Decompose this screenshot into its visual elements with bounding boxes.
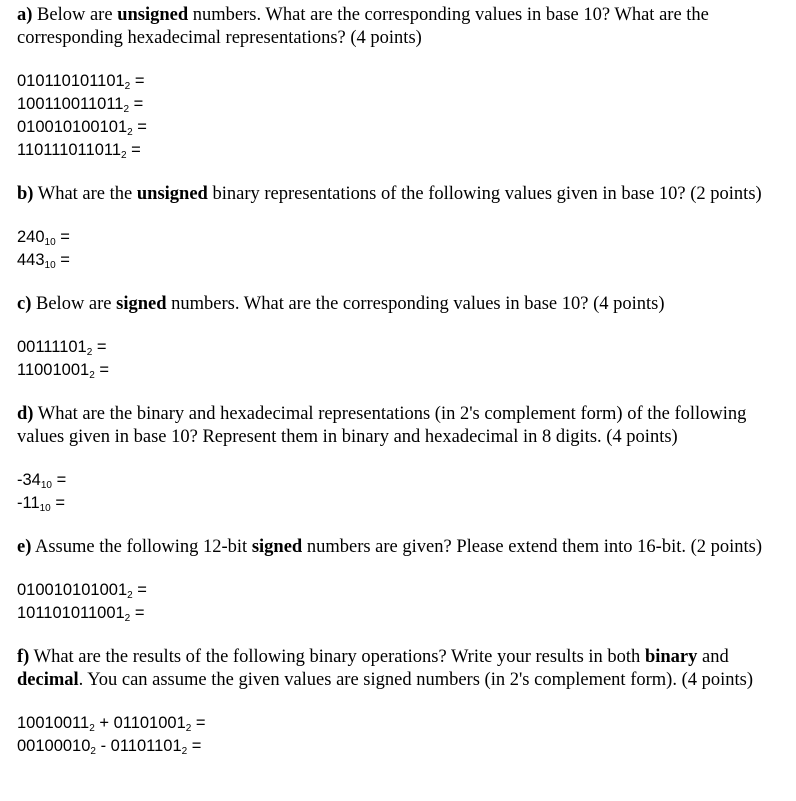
question-a-label: a) [17, 5, 33, 25]
question-c-emphasis: signed [116, 294, 167, 314]
question-b-label: b) [17, 184, 34, 204]
question-f-text-pre: What are the results of the following binary operations? Write your results in both [29, 647, 645, 667]
list-item: $010010100101_2$ = [17, 118, 147, 138]
list-item: $240_{10}$ = [17, 228, 70, 248]
list-item: $100110011011_2$ = [17, 95, 144, 115]
operation-item: $00100010_2 - 01101101_2$ = [17, 737, 202, 757]
question-b-text-pre: What are the [33, 184, 137, 204]
question-a [17, 0, 789, 50]
question-e-emphasis: signed [251, 537, 303, 557]
question-d-text: What are the binary and hexadecimal representations (in 2's complement form) of the following values given in base 10? Represent them in binary and hexadecimal in 8 digits. (4 points) [17, 404, 747, 447]
question-c-label: c) [17, 294, 32, 314]
list-item: $-34_{10}$ = [17, 471, 67, 491]
question-c-text-pre: Below are [31, 294, 117, 314]
list-item: $00111101_2$ = [17, 338, 107, 358]
question-d [17, 399, 789, 449]
question-b-items [17, 226, 789, 272]
list-item: $101101011001_2$ = [17, 604, 145, 624]
question-c-items [17, 336, 789, 382]
list-item: $443_{10}$ = [17, 251, 70, 271]
question-d-label: d) [17, 404, 34, 424]
question-f-emphasis-decimal: decimal [17, 670, 79, 690]
list-item: $110111011011_2$ = [17, 141, 141, 161]
question-a-emphasis: unsigned [117, 5, 189, 25]
list-item: $010010101001_2$ = [17, 581, 147, 601]
question-f [17, 642, 789, 692]
question-e-text-post: numbers are given? Please extend them into 16-bit. (2 points) [302, 537, 763, 557]
list-item: $-11_{10}$ = [17, 494, 65, 514]
question-b-emphasis: unsigned [136, 184, 208, 204]
question-c [17, 289, 789, 316]
question-e-label: e) [17, 537, 32, 557]
question-e [17, 532, 789, 559]
question-f-text-post: . You can assume the given values are signed numbers (in 2's complement form). (4 points) [78, 670, 753, 690]
question-e-items [17, 579, 789, 625]
question-d-items [17, 469, 789, 515]
question-b-text-post: binary representations of the following values given in base 10? (2 points) [207, 184, 762, 204]
question-f-label: f) [17, 647, 30, 667]
question-c-text-post: numbers. What are the corresponding values in base 10? (4 points) [166, 294, 665, 314]
question-a-text-post: numbers. What are the corresponding values in base 10? What are the corresponding hexadecimal representations? (4 points) [17, 5, 709, 48]
list-item: $010110101101_2$ = [17, 72, 145, 92]
worksheet [17, 0, 789, 758]
question-f-text-mid: and [697, 647, 729, 667]
question-e-text-pre: Assume the following 12-bit [31, 537, 252, 557]
question-f-items [17, 712, 789, 758]
question-a-text-pre: Below are [32, 5, 118, 25]
question-a-items [17, 70, 789, 162]
operation-item: $10010011_2 + 01101001_2$ = [17, 714, 206, 734]
list-item: $11001001_2$ = [17, 361, 109, 381]
question-f-emphasis-binary: binary [644, 647, 698, 667]
question-b [17, 179, 789, 206]
